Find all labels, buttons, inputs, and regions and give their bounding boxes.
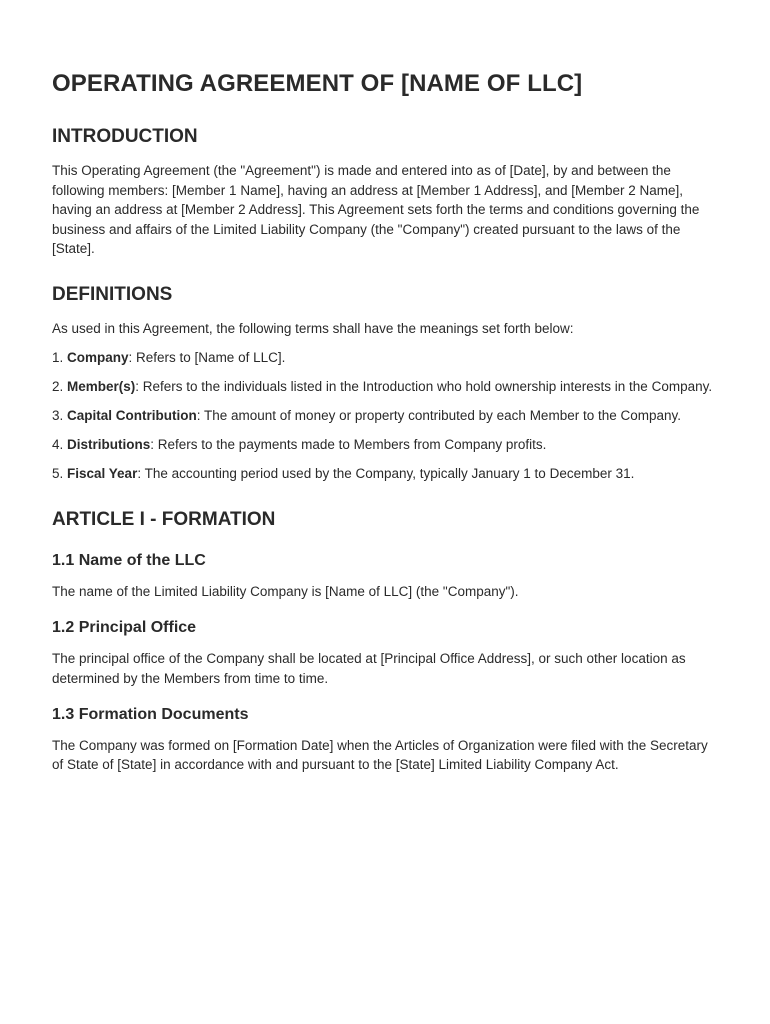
definition-text: : The accounting period used by the Company, typically January 1 to December 31. <box>137 466 635 481</box>
section-1-2-heading: 1.2 Principal Office <box>52 619 197 636</box>
definitions-heading: DEFINITIONS <box>52 284 173 305</box>
definition-term: Fiscal Year <box>67 466 138 481</box>
document-title: OPERATING AGREEMENT OF [NAME OF LLC] <box>52 70 583 97</box>
section-1-3-text: The Company was formed on [Formation Date] when the Articles of Organization were filed with the Secretary of State of [State] in accordance with and pursuant to the [State] Limited Liability Company Act. <box>52 737 708 772</box>
definition-item-company <box>52 348 722 368</box>
article-1-heading: ARTICLE I - FORMATION <box>52 509 276 530</box>
definition-number: 4. <box>52 437 68 452</box>
introduction-heading: INTRODUCTION <box>52 126 198 147</box>
definition-number: 3. <box>52 408 68 423</box>
definitions-intro: As used in this Agreement, the following terms shall have the meanings set forth below: <box>52 321 574 336</box>
introduction-paragraph: This Operating Agreement (the "Agreement") is made and entered into as of [Date], by and between the following members: [Member 1 Name], having an address at [Member 1 Address], and [Member 2 Name], having an address at [Member 2 Address]. This Agreement sets forth the terms and conditions governing the business and affairs of the Limited Liability Company (the "Company") created pursuant to the laws of the [State]. <box>52 163 700 256</box>
definition-term: Capital Contribution <box>67 408 197 423</box>
definition-item-distributions <box>52 435 722 455</box>
section-1-1-heading: 1.1 Name of the LLC <box>52 552 206 569</box>
definition-term: Company <box>67 350 129 365</box>
definition-text: : The amount of money or property contributed by each Member to the Company. <box>196 408 682 423</box>
definition-term: Distributions <box>67 437 151 452</box>
section-1-2-text: The principal office of the Company shall be located at [Principal Office Address], or such other location as determined by the Members from time to time. <box>52 651 686 686</box>
definition-item-members <box>52 377 722 397</box>
definition-number: 2. <box>52 379 68 394</box>
definition-text: : Refers to [Name of LLC]. <box>128 350 286 365</box>
definition-item-capital-contribution <box>52 406 722 426</box>
section-1-1-text: The name of the Limited Liability Company is [Name of LLC] (the "Company"). <box>52 584 519 599</box>
definition-number: 5. <box>52 466 68 481</box>
definition-term: Member(s) <box>67 379 136 394</box>
definition-text: : Refers to the payments made to Members from Company profits. <box>150 437 547 452</box>
definition-text: : Refers to the individuals listed in the Introduction who hold ownership interests in the Company. <box>135 379 713 394</box>
section-1-3-heading: 1.3 Formation Documents <box>52 705 249 723</box>
document-body <box>52 66 722 784</box>
definition-number: 1. <box>52 350 68 365</box>
definition-item-fiscal-year <box>52 464 722 484</box>
